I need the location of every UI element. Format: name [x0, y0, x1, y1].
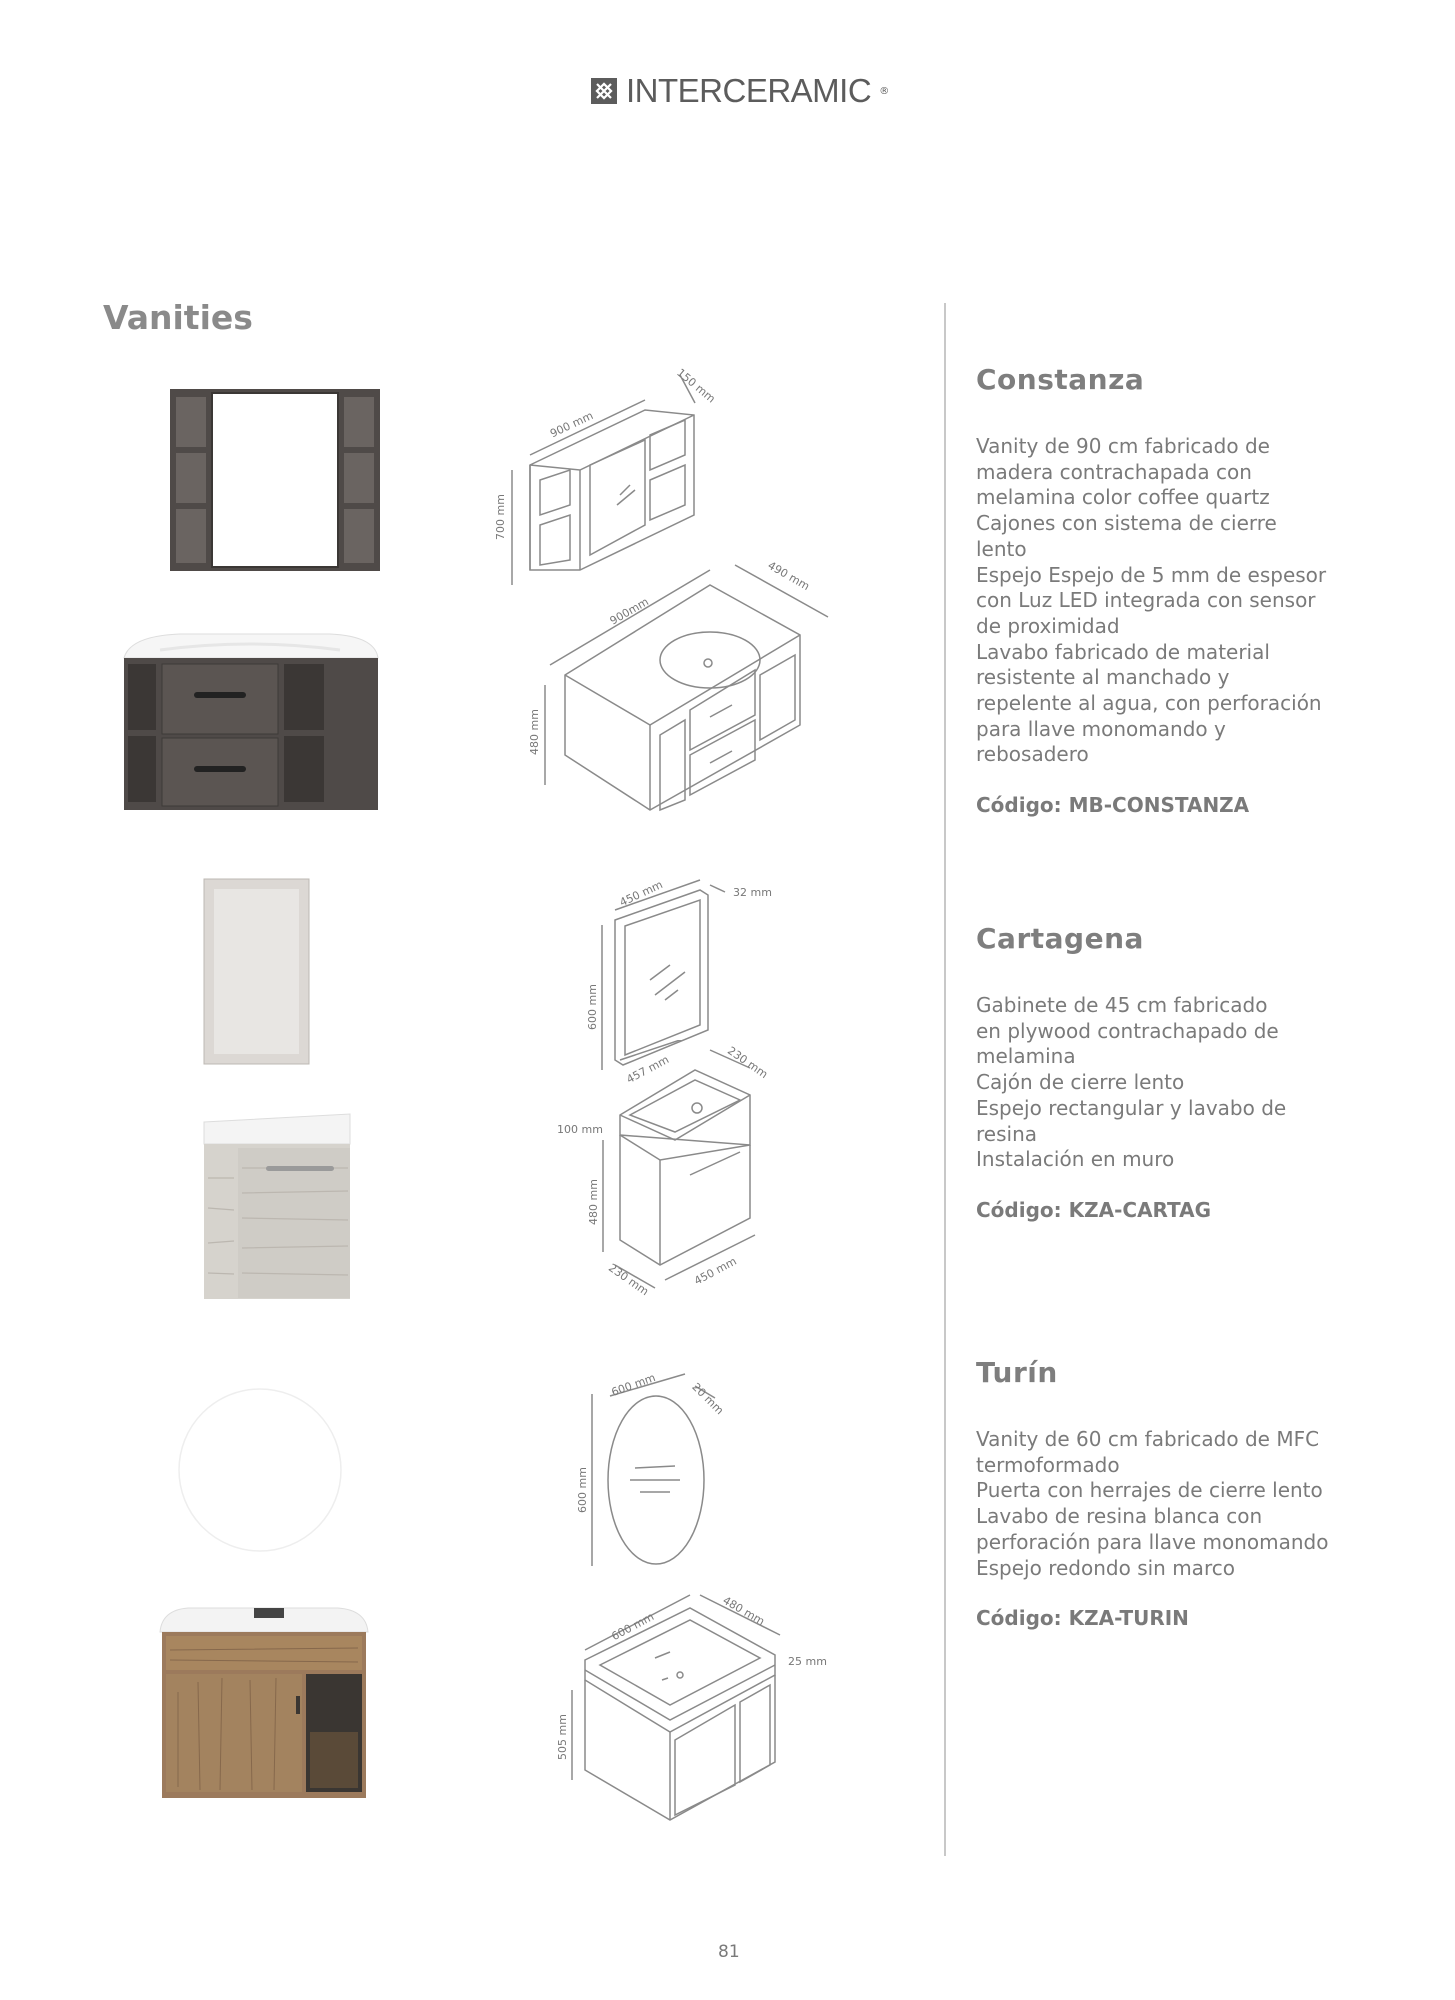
description-line: melamina color coffee quartz	[976, 485, 1270, 510]
description-line: para llave monomando y	[976, 716, 1226, 741]
product-code: Código: KZA-TURIN	[976, 1606, 1189, 1631]
turin-cabinet-photo	[158, 1602, 370, 1802]
brand-logo	[590, 72, 889, 110]
product-title: Cartagena	[976, 922, 1144, 955]
description-line: con Luz LED integrada con sensor	[976, 588, 1316, 613]
cartagena-sink-height-label: 100 mm	[557, 1123, 603, 1136]
cartagena-base-depth-label: 230 mm	[605, 1261, 652, 1299]
column-divider	[944, 303, 946, 1856]
description-line: melamina	[976, 1044, 1076, 1069]
section-title: Vanities	[103, 298, 253, 337]
description-line: Espejo redondo sin marco	[976, 1555, 1235, 1580]
cartagena-mirror-photo	[200, 875, 315, 1070]
product-description	[976, 993, 1356, 1173]
turin-mirror-photo	[175, 1385, 345, 1555]
turin-mirror-drawing	[570, 1368, 740, 1578]
constanza-cabinet-photo	[120, 630, 382, 815]
cartagena-sink-depth-label: 230 mm	[725, 1044, 771, 1082]
constanza-mirror-photo	[168, 385, 388, 575]
brand-name: INTERCERAMIC	[626, 72, 872, 109]
description-line: en plywood contrachapado de	[976, 1018, 1279, 1043]
turin-top-thickness-label: 25 mm	[788, 1655, 827, 1668]
description-line: resistente al manchado y	[976, 665, 1230, 690]
description-line: perforación para llave monomando	[976, 1529, 1329, 1554]
cartagena-base-width-label: 450 mm	[692, 1254, 739, 1288]
description-line: de proximidad	[976, 613, 1120, 638]
mirror-depth-label: 150 mm	[674, 366, 718, 406]
product-turin	[976, 1356, 1356, 1630]
product-title: Turín	[976, 1356, 1058, 1389]
cartagena-cabinet-photo	[200, 1108, 355, 1303]
description-line: Cajón de cierre lento	[976, 1070, 1185, 1095]
product-constanza	[976, 363, 1356, 817]
product-description	[976, 434, 1356, 768]
cartagena-mirror-depth-label: 32 mm	[733, 886, 772, 899]
turin-cabinet-height-label: 505 mm	[556, 1714, 569, 1760]
description-line: rebosadero	[976, 742, 1089, 767]
product-cartagena	[976, 922, 1356, 1222]
description-line: lento	[976, 536, 1027, 561]
constanza-cabinet-drawing	[510, 555, 850, 825]
cartagena-mirror-height-label: 600 mm	[586, 984, 599, 1030]
description-line: Espejo rectangular y lavabo de	[976, 1095, 1287, 1120]
cabinet-depth-label: 490 mm	[765, 558, 812, 594]
product-description	[976, 1427, 1356, 1581]
product-code: Código: KZA-CARTAG	[976, 1197, 1212, 1222]
product-code: Código: MB-CONSTANZA	[976, 793, 1250, 818]
interceramic-logo-icon	[590, 77, 618, 105]
description-line: Lavabo de resina blanca con	[976, 1504, 1263, 1529]
description-line: madera contrachapada con	[976, 459, 1252, 484]
mirror-width-label: 900 mm	[548, 409, 596, 441]
turin-mirror-depth-label: 20 mm	[689, 1380, 727, 1418]
cartagena-mirror-width-label: 450 mm	[617, 877, 665, 910]
turin-cabinet-drawing	[550, 1590, 840, 1825]
description-line: resina	[976, 1121, 1037, 1146]
description-line: repelente al agua, con perforación	[976, 691, 1322, 716]
description-line: Espejo Espejo de 5 mm de espesor	[976, 562, 1327, 587]
turin-mirror-width-label: 600 mm	[609, 1371, 658, 1399]
description-line: Cajones con sistema de cierre	[976, 511, 1277, 536]
description-line: Vanity de 90 cm fabricado de	[976, 434, 1270, 458]
turin-cabinet-depth-label: 480 mm	[720, 1593, 767, 1629]
cartagena-cabinet-height-label: 480 mm	[587, 1179, 600, 1225]
description-line: Puerta con herrajes de cierre lento	[976, 1478, 1323, 1503]
turin-cabinet-width-label: 600 mm	[609, 1610, 657, 1644]
description-line: Gabinete de 45 cm fabricado	[976, 993, 1268, 1017]
description-line: Vanity de 60 cm fabricado de MFC	[976, 1427, 1320, 1451]
page-number: 81	[718, 1942, 740, 1962]
cabinet-height-label: 480 mm	[528, 709, 541, 755]
description-line: termoformado	[976, 1452, 1120, 1477]
mirror-height-label: 700 mm	[494, 494, 507, 540]
cartagena-sink-width-label: 457 mm	[624, 1053, 672, 1087]
registered-mark: ®	[879, 85, 890, 97]
product-title: Constanza	[976, 363, 1145, 396]
cabinet-width-label: 900mm	[607, 595, 651, 628]
description-line: Lavabo fabricado de material	[976, 639, 1270, 664]
turin-mirror-height-label: 600 mm	[576, 1467, 589, 1513]
cartagena-cabinet-drawing	[545, 1040, 785, 1300]
description-line: Instalación en muro	[976, 1147, 1175, 1172]
